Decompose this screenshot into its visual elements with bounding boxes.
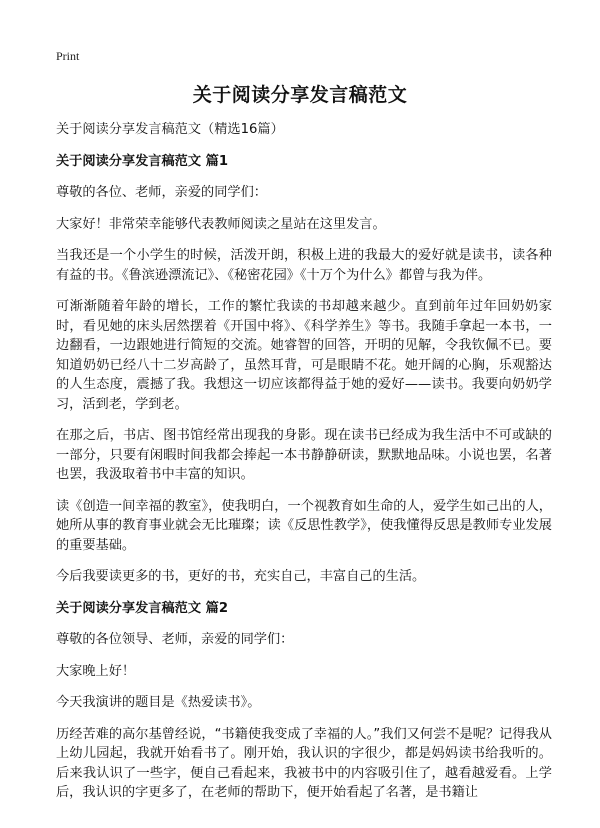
paragraph: 今天我演讲的题目是《热爱读书》。 (56, 695, 261, 710)
paragraph: 当我还是一个小学生的时候，活泼开朗，积极上进的我最大的爱好就是读书，读各种有益的书。《鲁滨逊漂流记》、《秘密花园》《十万个为什么》都曾与我为伴。 (56, 248, 552, 283)
paragraph: 尊敬的各位、老师，亲爱的同学们： (56, 185, 267, 200)
page-title: 关于阅读分享发言稿范文 (192, 84, 408, 106)
paragraph: 历经苦难的高尔基曾经说，“书籍使我变成了幸福的人。”我们又何尝不是呢？记得我从上幼儿园起，我就开始看书了。刚开始，我认识的字很少，都是妈妈读书给我听的。后来我认识了一些字，便自己看起来，我被书中的内容吸引住了，越看越爱看。上学后，我认识的字更多了，在老师的帮助下，便开始看起了名著，是书籍让 (56, 726, 552, 800)
paragraph: 可渐渐随着年龄的增长，工作的繁忙我读的书却越来越少。直到前年过年回奶奶家时，看见她的床头居然摆着《开国中将》、《科学养生》等书。我随手拿起一本书，一边翻看，一边跟她进行简短的交流。她睿智的回答，开明的见解，令我钦佩不已。要知道奶奶已经八十二岁高龄了，虽然耳背，可是眼睛不花。她开阔的心胸，乐观豁达的人生态度，震撼了我。我想这一切应该都得益于她的爱好——读书。我要向奶奶学习，活到老，学到老。 (56, 299, 552, 412)
article-subtitle: 关于阅读分享发言稿范文（精选16篇） (56, 122, 284, 137)
paragraph: 尊敬的各位领导、老师，亲爱的同学们： (56, 632, 294, 647)
paragraph: 今后我要读更多的书，更好的书，充实自己，丰富自己的生活。 (56, 569, 426, 584)
paragraph: 大家好！非常荣幸能够代表教师阅读之星站在这里发言。 (56, 216, 386, 232)
article-body (56, 120, 552, 815)
section-heading: 关于阅读分享发言稿范文 篇1 (56, 153, 229, 169)
paragraph: 大家晚上好！ (56, 663, 136, 679)
section-heading: 关于阅读分享发言稿范文 篇2 (56, 600, 229, 616)
print-link[interactable]: Print (56, 49, 80, 63)
paragraph: 读《创造一间幸福的教室》，使我明白，一个视教育如生命的人，爱学生如己出的人，她所从事的教育事业就会无比璀璨；读《反思性教学》，使我懂得反思是教师专业发展的重要基础。 (56, 498, 552, 553)
paragraph: 在那之后，书店、图书馆经常出现我的身影。现在读书已经成为我生活中不可或缺的一部分，只要有闲暇时间我都会捧起一本书静静研读，默默地品味。小说也罢，名著也罢，我汲取着书中丰富的知识。 (56, 428, 552, 482)
